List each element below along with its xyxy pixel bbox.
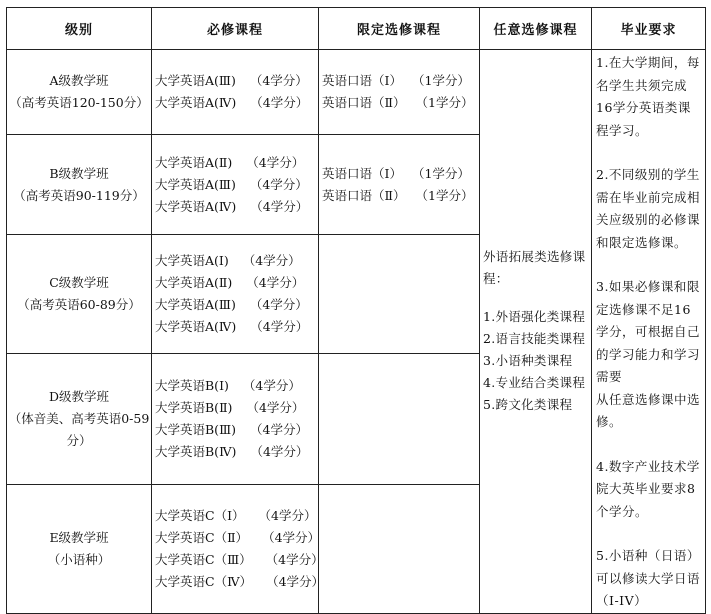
elective-item: 5.跨文化类课程 [483, 397, 573, 413]
course-credit: （1学分） [411, 165, 470, 181]
course-item [155, 316, 318, 338]
course-name: 大学英语B(Ⅳ) [155, 443, 237, 459]
elective-item: 3.小语种类课程 [483, 353, 573, 369]
course-item [155, 419, 318, 441]
required-courses [152, 484, 325, 613]
course-name: 英语口语（Ⅱ） [322, 187, 406, 203]
course-credit: （1学分） [415, 187, 474, 203]
course-credit: （1学分） [415, 95, 474, 111]
course-credit: （4学分） [262, 529, 321, 545]
level-name: D级教学班 [48, 388, 110, 404]
limited-courses [319, 50, 480, 135]
course-item [322, 185, 479, 207]
course-name: 大学英语C（Ⅱ） [155, 529, 249, 545]
graduation-requirements [592, 50, 706, 614]
table-row [7, 50, 706, 135]
course-name: 大学英语B(Ⅱ) [155, 399, 233, 415]
course-name: 大学英语A(Ⅳ) [155, 95, 237, 111]
course-name: 大学英语A(Ⅱ) [155, 154, 233, 170]
course-item [155, 174, 318, 196]
header-level: 级别 [7, 8, 152, 50]
course-credit: （4学分） [250, 198, 309, 214]
course-name: 大学英语C（Ⅲ） [155, 551, 252, 567]
course-name: 大学英语A(Ⅲ) [155, 73, 236, 89]
course-credit: （4学分） [249, 176, 308, 192]
header-row [7, 8, 706, 50]
requirement-item: 1.在大学期间，每名学生共须完成16学分英语类课程学习。 [596, 55, 700, 138]
limited-courses-empty [319, 235, 480, 354]
level-cell [7, 235, 152, 354]
course-credit: （4学分） [249, 296, 308, 312]
course-credit: （4学分） [246, 399, 305, 415]
level-score: （小语种） [47, 551, 111, 567]
level-name: E级教学班 [49, 529, 109, 545]
requirement-item: 4.数字产业技术学院大英毕业要求8个学分。 [596, 458, 700, 519]
requirement-item: 5.小语种（日语）可以修读大学日语（I-IV） [596, 548, 701, 608]
level-cell [7, 484, 152, 613]
header-elective: 任意选修课程 [480, 8, 592, 50]
course-item [155, 294, 318, 316]
required-courses [152, 235, 319, 354]
level-cell [7, 135, 152, 235]
required-courses [152, 135, 319, 235]
course-name: 大学英语A(Ⅲ) [155, 296, 236, 312]
course-credit: （4学分） [250, 318, 309, 334]
course-credit: （4学分） [265, 551, 324, 567]
course-item [155, 441, 318, 463]
header-limited: 限定选修课程 [319, 8, 480, 50]
required-courses [152, 50, 319, 135]
requirement-item: 3.如果必修课和限定选修课不足16学分，可根据自己的学习能力和学习需要 从任意选修课中选修。 [596, 279, 701, 429]
course-item [155, 70, 318, 92]
level-name: B级教学班 [49, 165, 109, 181]
course-credit: （4学分） [250, 421, 308, 437]
elective-courses [480, 50, 592, 614]
course-credit: （4学分） [250, 95, 309, 111]
level-score: （高考英语60-89分） [17, 296, 141, 312]
course-name: 大学英语B(Ⅲ) [155, 421, 236, 437]
header-required: 必修课程 [152, 8, 319, 50]
course-item [155, 272, 318, 294]
course-name: 大学英语C（Ⅳ） [155, 573, 253, 589]
limited-courses-empty [319, 353, 480, 484]
course-credit: （4学分） [246, 154, 305, 170]
limited-courses [319, 135, 480, 235]
course-name: 大学英语A(Ⅳ) [155, 198, 237, 214]
curriculum-table [6, 7, 706, 614]
course-item [155, 375, 318, 397]
level-name: C级教学班 [49, 274, 109, 290]
course-name: 大学英语B(Ⅰ) [155, 377, 229, 393]
level-cell [7, 353, 152, 484]
course-name: 大学英语A(Ⅲ) [155, 176, 236, 192]
course-item [322, 70, 479, 92]
course-credit: （1学分） [411, 73, 470, 89]
level-name: A级教学班 [49, 73, 109, 89]
level-score: （高考英语90-119分） [13, 187, 145, 203]
course-credit: （4学分） [266, 573, 325, 589]
elective-item: 2.语言技能类课程 [483, 331, 586, 347]
course-item [155, 397, 318, 419]
course-name: 大学英语A(Ⅰ) [155, 252, 229, 268]
header-requirements: 毕业要求 [592, 8, 706, 50]
course-item [155, 152, 318, 174]
course-item [155, 250, 318, 272]
course-credit: （4学分） [250, 443, 309, 459]
course-item [155, 527, 321, 549]
course-name: 英语口语（Ⅱ） [322, 95, 406, 111]
course-item [155, 549, 324, 571]
elective-item: 1.外语强化类课程 [483, 309, 586, 325]
required-courses [152, 353, 319, 484]
course-item [322, 92, 479, 114]
course-item [155, 92, 318, 114]
elective-intro: 外语拓展类选修课程： [483, 249, 586, 287]
course-name: 英语口语（Ⅰ） [322, 73, 402, 89]
level-score: （高考英语120-150分） [9, 95, 149, 111]
elective-item: 4.专业结合类课程 [483, 375, 586, 391]
course-credit: （4学分） [249, 73, 308, 89]
level-score: （体音美、高考英语0-59分） [8, 410, 150, 448]
level-cell [7, 50, 152, 135]
course-name: 大学英语C（Ⅰ） [155, 507, 245, 523]
course-credit: （4学分） [242, 252, 301, 268]
course-item [322, 163, 479, 185]
course-item [155, 505, 318, 527]
course-item [155, 571, 325, 593]
course-credit: （4学分） [258, 507, 317, 523]
requirement-item: 2.不同级别的学生需在毕业前完成相关应级别的必修课和限定选修课。 [596, 167, 701, 250]
course-credit: （4学分） [242, 377, 301, 393]
course-name: 大学英语A(Ⅳ) [155, 318, 237, 334]
course-item [155, 196, 318, 218]
course-name: 大学英语A(Ⅱ) [155, 274, 233, 290]
course-name: 英语口语（Ⅰ） [322, 165, 402, 181]
course-credit: （4学分） [246, 274, 305, 290]
limited-courses-empty [319, 484, 480, 613]
